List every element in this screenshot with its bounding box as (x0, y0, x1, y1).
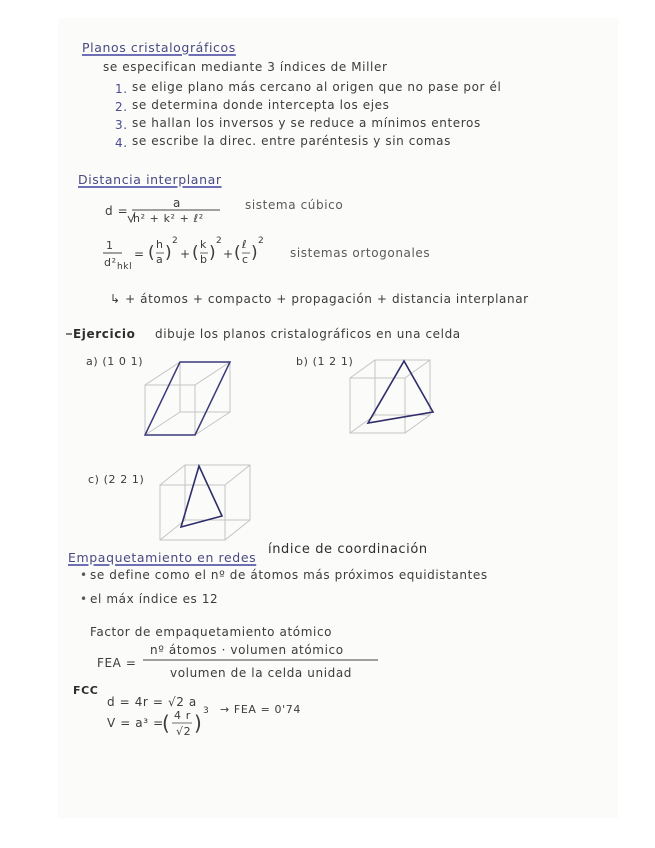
sqrt-sign (128, 212, 135, 222)
distancia-summary: ↳ + átomos + compacto + propagación + distancia interplanar (110, 292, 529, 306)
planos-step-3: se hallan los inversos y se reduce a mínimos enteros (132, 116, 481, 130)
formula-2-note: sistemas ortogonales (290, 246, 431, 260)
formula-2-eq: = (134, 247, 145, 261)
case-a-label: a) (1 0 1) (86, 355, 144, 368)
paren-open-2: ( (192, 243, 200, 263)
exp-3: 2 (258, 236, 265, 246)
formula-2-num: 1 (106, 239, 114, 252)
ejercicio-text: dibuje los planos cristalográficos en una celda (155, 327, 461, 341)
paren-close-3: ) (251, 243, 259, 263)
fcc-exp: 3 (203, 706, 210, 716)
fea-title: Factor de empaquetamiento atómico (90, 625, 333, 639)
formula-2-den: d² (104, 256, 117, 269)
formula-d-denominator: h² + k² + ℓ² (133, 212, 204, 225)
case-c-label: c) (2 2 1) (88, 473, 145, 486)
empaq-line-2: el máx índice es 12 (90, 592, 219, 606)
planos-step-2-number: 2. (115, 100, 128, 114)
term-l: ℓ (242, 238, 248, 251)
plus-1: + (180, 247, 191, 261)
exp-2: 2 (216, 236, 223, 246)
term-k: k (200, 238, 207, 251)
paren-open-3: ( (234, 243, 242, 263)
formula-d-note: sistema cúbico (245, 198, 344, 212)
paren-close-2: ) (209, 243, 217, 263)
paren-open-1: ( (148, 243, 156, 263)
fcc-frac-num: 4 r (174, 709, 191, 722)
cube-b-121 (350, 360, 433, 433)
bullet-2: • (80, 592, 88, 606)
term-a: a (156, 253, 164, 266)
fcc-result: → FEA = 0'74 (220, 703, 301, 716)
ejercicio-label: Ejercicio (73, 327, 136, 341)
fea-lhs: FEA = (97, 656, 137, 670)
bullet-1: • (80, 568, 88, 582)
paren-close-1: ) (165, 243, 173, 263)
formula-2-den-sub: hkl (117, 262, 133, 272)
fea-denominator: volumen de la celda unidad (170, 666, 353, 680)
planos-step-4: se escribe la direc. entre paréntesis y sin comas (132, 134, 451, 148)
empaq-line-1: se define como el nº de átomos más próximos equidistantes (90, 568, 488, 582)
planos-step-4-number: 4. (115, 136, 128, 150)
fcc-paren-close: ) (194, 711, 203, 735)
term-b: b (200, 253, 208, 266)
formula-d-numerator: a (173, 196, 181, 210)
heading-planos: Planos cristalográficos (82, 40, 236, 55)
fcc-paren-open: ( (162, 711, 171, 735)
fcc-eq-1: d = 4r = √2 a (107, 695, 197, 709)
term-c: c (242, 253, 249, 266)
indice-coordinacion: índice de coordinación (268, 542, 428, 557)
heading-empaquetamiento: Empaquetamiento en redes (68, 550, 257, 565)
plane-221 (181, 466, 222, 527)
case-b-label: b) (1 2 1) (296, 355, 354, 368)
plus-2: + (223, 247, 234, 261)
cube-a-101 (145, 362, 230, 435)
planos-intro: se especifican mediante 3 índices de Miller (103, 60, 388, 74)
exp-1: 2 (172, 236, 179, 246)
term-h: h (156, 238, 164, 251)
planos-step-1: se elige plano más cercano al origen que no pase por él (132, 80, 502, 94)
planos-step-1-number: 1. (115, 82, 128, 96)
fea-numerator: nº átomos · volumen atómico (150, 643, 344, 657)
fcc-label: FCC (73, 684, 99, 697)
plane-101 (145, 362, 230, 435)
fcc-eq-2-lhs: V = a³ = (107, 716, 164, 730)
fcc-frac-den: √2 (176, 725, 192, 738)
formula-d-lhs: d = (105, 204, 129, 218)
planos-step-3-number: 3. (115, 118, 128, 132)
heading-distancia: Distancia interplanar (78, 172, 222, 187)
planos-step-2: se determina donde intercepta los ejes (132, 98, 390, 112)
cube-c-221 (160, 465, 250, 540)
plane-121 (368, 361, 433, 423)
